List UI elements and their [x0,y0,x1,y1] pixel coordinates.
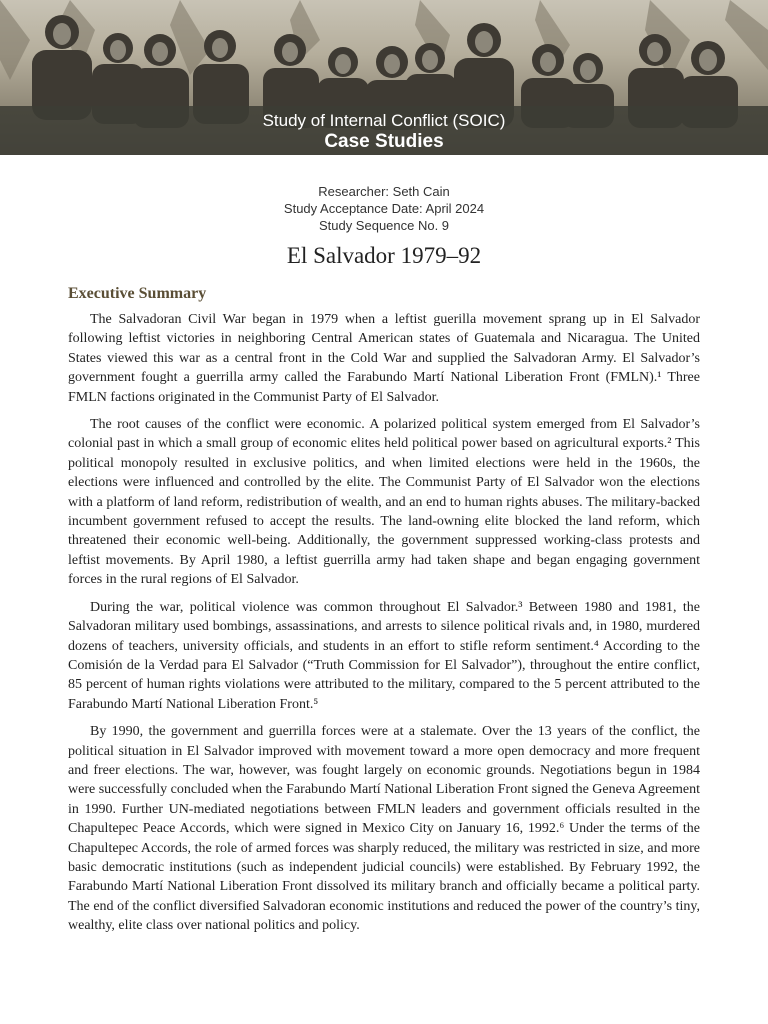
section-heading: Executive Summary [68,285,207,302]
study-metadata [0,183,768,234]
series-title-band [0,106,768,155]
series-subtitle: Case Studies [324,131,444,152]
document-title: El Salvador 1979–92 [286,243,482,268]
paragraph-4: By 1990, the government and guerrilla forces were at a stalemate. Over the 13 years of the conflict, the political situation in El Salvador improved with movement toward a more open democracy and more frequent and freer elections. The war, however, was fought largely on economic grounds. Negotiations begun in 1984 were successfully concluded when the Farabundo Martí National Liberation Front signed the Geneva Agreement in 1990. Further UN-mediated negotiations between FMLN leaders and government officials resulted in the Chapultepec Peace Accords, which were signed in Mexico City on January 16, 1992.⁶ Under the terms of the Chapultepec Accords, the role of armed forces was sharply reduced, the military was restricted in size, and more basic democratic institutions (such as independent judicial councils) were established. By February 1992, the Farabundo Martí National Liberation Front dissolved its military branch and officially became a political party. The end of the conflict diversified Salvadoran economic institutions and reduced the power of the country’s tiny, wealthy, elite class over national politics and policy. [68,724,700,934]
paragraph-3: During the war, political violence was common throughout El Salvador.³ Between 1980 and 1981, the Salvadoran military used bombings, assassinations, and arrests to silence political rivals and, in 1980, murdered dozens of teachers, university officials, and students in an effort to stifle reform sentiment.⁴ According to the Comisión de la Verdad para El Salvador (“Truth Commission for El Salvador”), throughout the entire conflict, 85 percent of human rights violations were attributed to the military, compared to the 5 percent attributed to the Farabundo Martí National Liberation Front.⁵ [68,599,700,712]
paragraph-2: The root causes of the conflict were economic. A polarized political system emerged from El Salvador’s colonial past in which a small group of economic elites held political power based on agricultural exports.² This political monopoly resulted in exclusive politics, and when limited elections were held in the 1960s, the elections were influenced and controlled by the elite. The Communist Party of El Salvador won the elections with a platform of land reform, redistribution of wealth, and an end to human rights abuses. The military-backed incumbent government refused to accept the results. The land-owning elite blocked the land reform, which threatened their economic well-being. Additionally, the government suppressed working-class protests and leftist movements. By April 1980, a leftist guerrilla army had taken shape and began engaging government forces in the rural regions of El Salvador. [68,417,700,588]
document-body [0,284,768,936]
series-title: Study of Internal Conflict (SOIC) [262,111,506,130]
acceptance-date: Study Acceptance Date: April 2024 [283,201,485,216]
header-banner [0,0,768,155]
paragraph-1: The Salvadoran Civil War began in 1979 when a leftist guerilla movement sprang up in El Salvador following leftist victories in neighboring Central American states of Guatemala and Nicaragua. The United States viewed this war as a central front in the Cold War and supplied the Salvadoran Army. El Salvador’s government fought a guerrilla army called the Farabundo Martí National Liberation Front (FMLN).¹ Three FMLN factions originated in the Communist Party of El Salvador. [68,312,700,405]
researcher: Researcher: Seth Cain [318,184,450,199]
study-sequence: Study Sequence No. 9 [318,218,450,233]
